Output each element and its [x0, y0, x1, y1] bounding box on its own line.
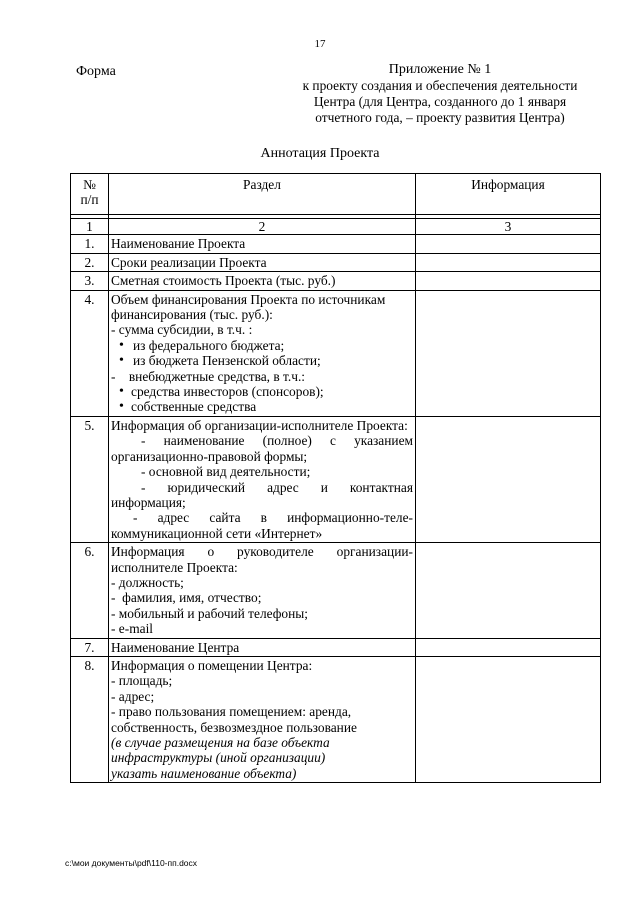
row-8-italic-note-3: указать наименование объекта): [111, 765, 297, 781]
row-number: 4.: [71, 290, 109, 416]
index-cell-2: 2: [109, 219, 416, 235]
table-row: [71, 416, 601, 542]
table-row: [71, 543, 601, 638]
row-number: 2.: [71, 253, 109, 271]
header-section: Раздел: [109, 174, 416, 215]
row-4-line-extrabudget: - внебюджетные средства, в т.ч.:: [111, 368, 306, 384]
table-row: [71, 290, 601, 416]
row-6-line-5: - e-mail: [111, 621, 154, 637]
header-num-line-1: №: [83, 177, 96, 192]
table-row: [71, 235, 601, 253]
row-section: Сметная стоимость Проекта (тыс. руб.): [109, 272, 416, 290]
row-section: [109, 290, 416, 416]
row-info-cell[interactable]: [416, 253, 601, 271]
row-section: [109, 416, 416, 542]
row-8-line-3: - адрес;: [111, 688, 155, 704]
row-8-italic-note-1: (в случае размещения на базе объекта: [111, 735, 330, 750]
row-section: Наименование Центра: [109, 638, 416, 656]
row-info-cell[interactable]: [416, 656, 601, 782]
footer-file-path: c:\мои документы\pdf\110-пп.docx: [65, 858, 198, 868]
row-4-bullet-regional: • из бюджета Пензенской области;: [111, 353, 413, 368]
table-header-row: [71, 174, 601, 215]
appendix-header: [270, 62, 610, 126]
row-4-line-2: финансирования (тыс. руб.):: [111, 307, 273, 323]
table-row: [71, 638, 601, 656]
row-5-line-3: - основной вид деятельности;: [141, 464, 311, 480]
row-8-line-4: - право пользования помещением: аренда,: [111, 704, 352, 720]
row-section: Сроки реализации Проекта: [109, 253, 416, 271]
row-4-bullet-investors: • средства инвесторов (спонсоров);: [111, 384, 413, 399]
row-number: 6.: [71, 543, 109, 638]
row-4-bullet-federal: • из федерального бюджета;: [111, 338, 413, 353]
form-label: Форма: [76, 64, 116, 79]
header-num-line-2: п/п: [80, 192, 99, 208]
row-6-line-1: Информация о руководителе организации-исполнителе Проекта:: [111, 544, 413, 575]
table-row: [71, 656, 601, 782]
index-cell-3: 3: [416, 219, 601, 235]
table-row: [71, 253, 601, 271]
page-number: 17: [314, 38, 326, 50]
row-4-bullet-own-funds: • собственные средства: [111, 399, 413, 414]
row-6-line-4: - мобильный и рабочий телефоны;: [111, 605, 308, 621]
appendix-title: Приложение № 1: [388, 62, 492, 77]
row-8-line-5: собственность, безвозмездное пользование: [111, 719, 357, 735]
row-5-line-1: Информация об организации-исполнителе Проекта:: [111, 417, 408, 433]
row-5-line-5: - адрес сайта в информационно-теле-коммуникационной сети «Интернет»: [111, 510, 413, 541]
row-info-cell[interactable]: [416, 416, 601, 542]
row-6-line-2: - должность;: [111, 574, 184, 590]
row-8-line-2: - площадь;: [111, 673, 173, 689]
row-8-italic-note-2: инфраструктуры (иной организации): [111, 750, 326, 766]
appendix-line-2: Центра (для Центра, созданного до 1 января: [313, 94, 567, 109]
row-number: 5.: [71, 416, 109, 542]
row-number: 1.: [71, 235, 109, 253]
index-cell-1: 1: [71, 219, 109, 235]
row-4-line-3: - сумма субсидии, в т.ч. :: [111, 322, 253, 338]
annotation-table: [70, 173, 601, 783]
row-number: 8.: [71, 656, 109, 782]
header-num: [71, 174, 109, 215]
row-4-line-1: Объем финансирования Проекта по источникам: [111, 291, 386, 307]
row-info-cell[interactable]: [416, 543, 601, 638]
table-row: [71, 272, 601, 290]
row-info-cell[interactable]: [416, 638, 601, 656]
row-5-line-2: - наименование (полное) с указанием организационно-правовой формы;: [111, 433, 413, 464]
appendix-line-3: отчетного года, – проекту развития Центра): [315, 110, 565, 125]
header-info: Информация: [416, 174, 601, 215]
index-row: [71, 219, 601, 235]
row-section: Наименование Проекта: [109, 235, 416, 253]
row-number: 3.: [71, 272, 109, 290]
row-section: [109, 656, 416, 782]
row-info-cell[interactable]: [416, 272, 601, 290]
annotation-title: Аннотация Проекта: [260, 146, 380, 161]
row-6-line-3: - фамилия, имя, отчество;: [111, 590, 262, 606]
row-info-cell[interactable]: [416, 235, 601, 253]
row-section: [109, 543, 416, 638]
row-5-line-4: - юридический адрес и контактная информация;: [111, 479, 413, 510]
appendix-line-1: к проекту создания и обеспечения деятельности: [302, 78, 578, 93]
row-info-cell[interactable]: [416, 290, 601, 416]
row-8-line-1: Информация о помещении Центра:: [111, 657, 313, 673]
row-number: 7.: [71, 638, 109, 656]
